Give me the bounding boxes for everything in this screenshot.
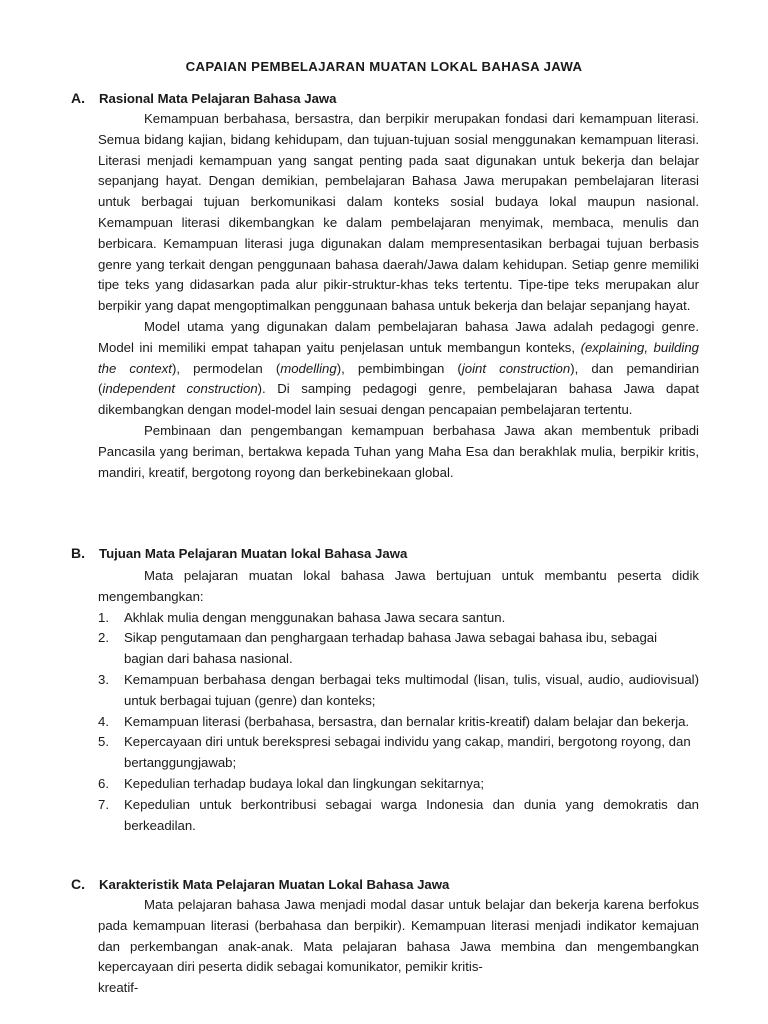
p2-text-4: ), dan pemandirian (	[98, 360, 700, 397]
list-item	[98, 628, 699, 670]
list-item-number: 6.	[98, 775, 109, 791]
p2-text-5: ). Di samping pedagogi genre, pembelajaran bahasa Jawa dapat dikembangkan dengan model-model lain sesuai dengan pencapaian pembelajaran tertentu.	[98, 381, 699, 418]
objectives-list	[98, 608, 699, 837]
list-item-text: Sikap pengutamaan dan penghargaan terhadap bahasa Jawa sebagai bahasa ibu, sebagai bagian dari bahasa nasional.	[124, 630, 658, 667]
section-a-paragraph-1: Kemampuan berbahasa, bersastra, dan berpikir merupakan fondasi dari kemampuan literasi. Semua bidang kajian, bidang kehidupam, dan tujuan-tujuan sosial menggunakan kemampuan literasi. Literasi menjadi kemampuan yang sangat penting pada saat digunakan untuk bekerja dan belajar sepanjang hayat. Dengan demikian, pembelajaran Bahasa Jawa merupakan pembelajaran literasi untuk berbagai tujuan berkomunikasi dalam konteks sosial budaya lokal maupun nasional. Kemampuan literasi dikembangkan ke dalam pembelajaran menyimak, membaca, menulis dan berbicara. Kemampuan literasi juga digunakan dalam mempresentasikan berbagai tujuan berbasis genre yang terkait dengan penggunaan bahasa daerah/Jawa dalam kehidupan. Setiap genre memiliki tipe teks yang didasarkan pada alur pikir-struktur-khas teks tertentu. Tipe-tipe teks merupakan alur berpikir yang dapat mengoptimalkan penggunaan bahasa untuk bekerja dan belajar sepanjang hayat.	[98, 111, 699, 314]
section-b-intro: Mata pelajaran muatan lokal bahasa Jawa bertujuan untuk membantu peserta didik mengembangkan:	[98, 568, 699, 604]
list-item-text: Akhlak mulia dengan menggunakan bahasa Jawa secara santun.	[124, 609, 506, 625]
p2-text-1: Model utama yang digunakan dalam pembelajaran bahasa Jawa adalah pedagogi genre. Model ini memiliki empat tahapan yaitu penjelasan untuk membangun konteks,	[98, 318, 699, 355]
p2-text-2: ), permodelan (	[171, 360, 281, 376]
section-b-title: Tujuan Mata Pelajaran Muatan lokal Bahasa Jawa	[99, 546, 408, 561]
section-a-paragraph-2	[98, 317, 699, 421]
list-item-text: Kepedulian terhadap budaya lokal dan lingkungan sekitarnya;	[124, 775, 484, 791]
p2-italic-1: (explaining, building the context	[98, 339, 699, 376]
list-item-number: 2.	[98, 630, 109, 646]
list-item-number: 1.	[98, 609, 109, 625]
section-c-letter: C.	[71, 876, 85, 892]
list-item-number: 5.	[98, 734, 109, 750]
section-b-letter: B.	[71, 545, 85, 561]
list-item	[98, 774, 699, 795]
section-a-body	[98, 109, 699, 483]
section-b-body	[98, 566, 699, 836]
list-item-number: 7.	[98, 796, 109, 812]
list-item	[98, 712, 699, 733]
list-item	[98, 608, 699, 629]
p2-italic-2: modelling	[280, 360, 337, 376]
list-item	[98, 795, 699, 837]
p2-italic-3: joint construction	[461, 360, 571, 376]
section-c-heading	[71, 876, 449, 892]
section-a-title: Rasional Mata Pelajaran Bahasa Jawa	[99, 91, 337, 106]
list-item-number: 4.	[98, 713, 109, 729]
list-item-text: Kepedulian untuk berkontribusi sebagai warga Indonesia dan dunia yang demokratis dan berkeadilan.	[124, 796, 699, 833]
list-item-text: Kemampuan berbahasa dengan berbagai teks multimodal (lisan, tulis, visual, audio, audiovisual) untuk berbagai tujuan (genre) dan konteks;	[124, 671, 699, 708]
section-c-paragraph-1-end: kreatif-	[98, 980, 139, 996]
document-title: CAPAIAN PEMBELAJARAN MUATAN LOKAL BAHASA JAWA	[185, 59, 583, 74]
section-c-title: Karakteristik Mata Pelajaran Muatan Lokal Bahasa Jawa	[99, 877, 450, 892]
list-item-number: 3.	[98, 671, 109, 687]
list-item-text: Kepercayaan diri untuk berekspresi sebagai individu yang cakap, mandiri, bergotong royong, dan bertanggungjawab;	[124, 734, 691, 771]
list-item	[98, 732, 699, 774]
section-b-heading	[71, 545, 407, 561]
section-a-paragraph-3: Pembinaan dan pengembangan kemampuan berbahasa Jawa akan membentuk pribadi Pancasila yang beriman, bertakwa kepada Tuhan yang Maha Esa dan berakhlak mulia, berpikir kritis, mandiri, kreatif, bergotong royong dan berkebinekaan global.	[98, 422, 699, 480]
list-item-text: Kemampuan literasi (berbahasa, bersastra, dan bernalar kritis-kreatif) dalam belajar dan bekerja.	[124, 713, 690, 729]
section-a-letter: A.	[71, 90, 85, 106]
p2-italic-4: independent construction	[102, 381, 258, 397]
section-a-heading	[71, 90, 337, 106]
p2-text-3: ), pembimbingan (	[336, 360, 462, 376]
section-c-paragraph-1: Mata pelajaran bahasa Jawa menjadi modal dasar untuk belajar dan bekerja karena berfokus pada kemampuan literasi (berbahasa dan berpikir). Kemampuan literasi menjadi indikator kemajuan dan perkembangan anak-anak. Mata pelajaran bahasa Jawa membina dan mengembangkan kepercayaan diri peserta didik sebagai komunikator, pemikir kritis-	[98, 897, 699, 975]
section-c-body	[98, 895, 699, 999]
list-item	[98, 670, 699, 712]
